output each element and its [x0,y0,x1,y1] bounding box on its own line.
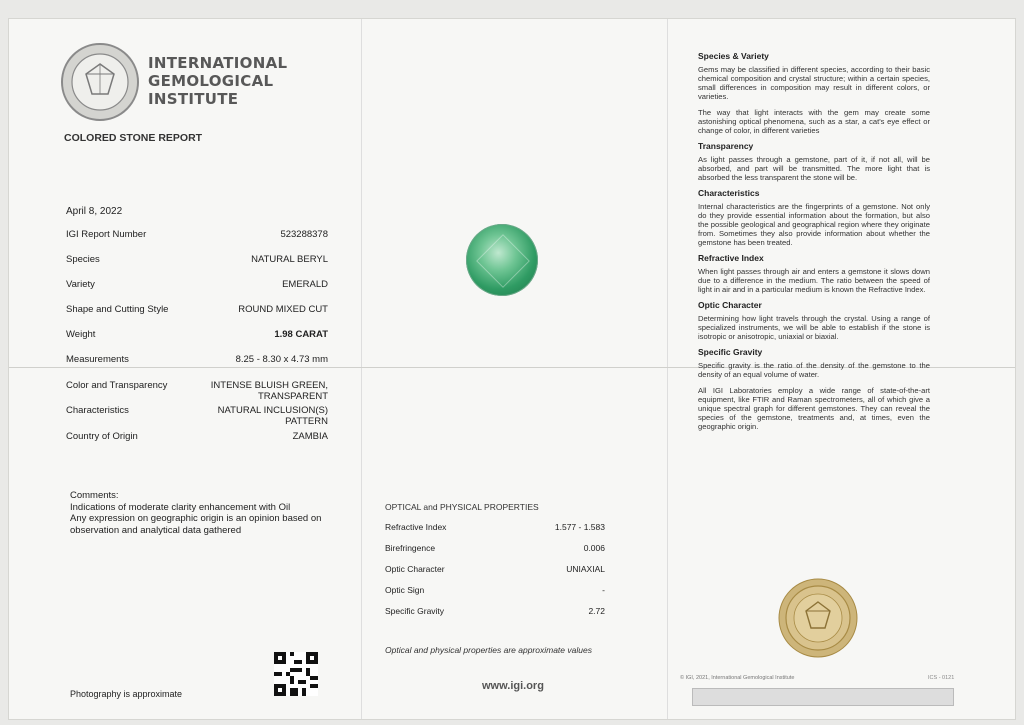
info-heading: Specific Gravity [698,347,763,357]
optical-value: 2.72 [588,606,605,616]
comments-line: observation and analytical data gathered [70,524,242,536]
comments-title: Comments: [70,490,119,501]
optical-label: Refractive Index [385,522,447,532]
optical-value: 1.577 - 1.583 [554,522,605,532]
field-value: 523288378 [280,229,328,240]
institute-name-line: INSTITUTE [148,90,239,108]
website-link[interactable]: www.igi.org [482,680,544,692]
field-value: EMERALD [282,279,328,290]
info-heading: Optic Character [698,300,762,310]
report-type-title: COLORED STONE REPORT [64,132,203,144]
optical-label: Optic Character [385,564,445,574]
info-heading: Species & Variety [698,51,769,61]
optical-value: UNIAXIAL [566,564,605,574]
report-date: April 8, 2022 [66,206,123,217]
field-label: Color and Transparency [66,380,168,391]
qr-code-icon[interactable] [274,652,318,696]
optical-label: Birefringence [385,543,436,553]
field-label: Species [66,254,100,265]
gold-seal-icon [778,578,858,658]
optical-label: Optic Sign [385,585,425,595]
field-label: Variety [66,279,95,290]
info-panel [698,52,930,438]
info-paragraph: When light passes through air and enters a gemstone it slows down due to a difference in the medium. The ratio between the speed of light in air and in a particular medium is known the Refractive Index. [698,267,930,294]
field-value: ROUND MIXED CUT [238,304,328,315]
field-label: Shape and Cutting Style [66,304,169,315]
info-paragraph: All IGI Laboratories employ a wide range of state-of-the-art equipment, like FTIR and Raman spectrometers, all of which give a unique spectral graph for different gemstones. They can reveal the species of the gemstone, treatments and, at times, even the geographic origin. [698,386,930,431]
field-row-characteristics [66,405,328,429]
info-heading: Characteristics [698,188,760,198]
photography-note: Photography is approximate [70,689,183,699]
info-paragraph: Specific gravity is the ratio of the density of the gemstone to the density of an equal volume of water. [698,361,930,379]
optical-note: Optical and physical properties are approximate values [385,645,592,655]
info-paragraph: Internal characteristics are the fingerprints of a gemstone. Not only do they provide essential information about the formation, but also the possible geological and geographical region where they originate from. Sometimes they also provide information about whether the gemstone has been treated. [698,202,930,247]
institute-name [148,54,287,108]
form-code: ICS - 0121 [928,675,955,681]
optical-properties-title: OPTICAL and PHYSICAL PROPERTIES [385,502,539,512]
optical-value: 0.006 [583,543,605,553]
comments-line: Indications of moderate clarity enhancement with Oil [70,501,291,513]
field-label: Measurements [66,354,129,365]
field-value: ZAMBIA [292,431,328,442]
fold-line-right [667,19,668,719]
gem-facet-shape [476,234,530,288]
fold-line-left [361,19,362,719]
field-label: Country of Origin [66,431,138,442]
comments-line: Any expression on geographic origin is an opinion based on [70,513,322,524]
info-paragraph: Gems may be classified in different species, according to their basic chemical composition and crystal structure; within a certain species, small differences in composition may result in different colors, or varieties. [698,65,930,101]
field-row-color [66,380,328,404]
institute-name-line: INTERNATIONAL [148,54,288,72]
info-paragraph: The way that light interacts with the gem may create some astonishing optical phenomena, such as a star, a cat's eye effect or change of color, in different varieties [698,108,930,135]
igi-logo-icon [60,42,140,122]
field-value: INTENSE BLUISH GREEN, TRANSPARENT [210,380,328,402]
comments-block [70,490,340,536]
institute-name-line: GEMOLOGICAL [148,72,274,90]
copyright-text: © IGI, 2021, International Gemological Institute [680,675,795,681]
optical-value: - [602,585,605,595]
field-label: Weight [66,329,96,340]
security-disclaimer-strip [692,688,954,706]
info-paragraph: As light passes through a gemstone, part of it, if not all, will be absorbed, and part will be transmitted. The more light that is absorbed the less transparent the stone will be. [698,155,930,182]
info-heading: Transparency [698,141,754,151]
field-value: 1.98 CARAT [274,329,328,340]
optical-label: Specific Gravity [385,606,445,616]
field-value: NATURAL INCLUSION(S) PATTERN [217,405,328,427]
info-paragraph: Determining how light travels through the crystal. Using a range of specialized instruments, we will be able to establish if the stone is isotropic or anisotropic, uniaxial or biaxial. [698,314,930,341]
field-value: 8.25 - 8.30 x 4.73 mm [235,354,328,365]
field-value: NATURAL BERYL [251,254,328,265]
field-label: IGI Report Number [66,229,147,240]
info-heading: Refractive Index [698,253,764,263]
emerald-gemstone-photo [466,224,538,296]
field-label: Characteristics [66,405,129,416]
